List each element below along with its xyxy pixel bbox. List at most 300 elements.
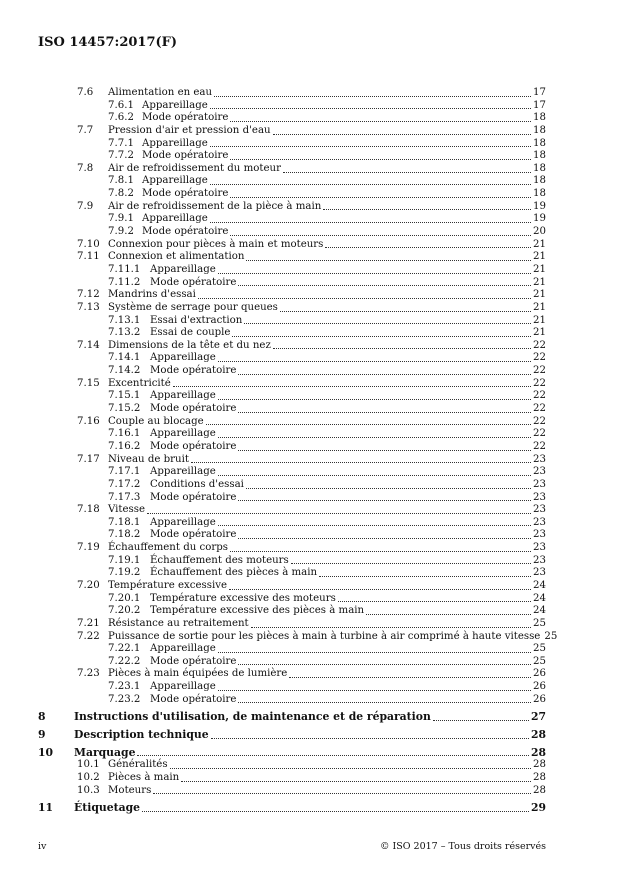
toc-entry-title-line [142,138,546,151]
toc-leader-dots [323,208,531,210]
toc-entry-number: 7.6.2 [108,112,134,124]
toc-leader-dots [238,284,531,286]
toc-entry-page: 28 [533,759,546,771]
toc-entry[interactable] [38,150,546,163]
toc-entry[interactable] [38,340,546,353]
toc-entry-title: Mode opératoire [142,150,229,162]
toc-entry-title-line [150,352,546,365]
toc-entry-page: 17 [533,99,546,111]
toc-entry-title: Système de serrage pour queues [108,301,278,313]
toc-entry-title: Connexion pour pièces à main et moteurs [108,238,324,250]
toc-entry-title: Air de refroidissement de la pièce à main [108,200,322,212]
toc-entry-title-line [150,643,546,656]
toc-entry-title-line [108,378,546,391]
toc-entry[interactable] [38,630,558,644]
toc-entry-page: 18 [533,124,546,136]
toc-entry-title: Mode opératoire [142,112,229,124]
copyright-notice: © ISO 2017 – Tous droits réservés [379,841,546,852]
toc-entry-title-line [150,428,546,441]
toc-entry[interactable] [38,327,546,340]
toc-entry[interactable] [38,365,546,378]
toc-entry-number: 7.8.1 [108,175,134,187]
toc-entry-title: Instructions d'utilisation, de maintenance et de réparation [74,710,431,724]
toc-entry[interactable] [38,112,546,125]
toc-entry-title-line [108,163,546,176]
toc-entry[interactable] [38,466,546,479]
toc-entry-number: 7.15 [77,377,100,389]
toc-leader-dots [238,449,531,451]
toc-leader-dots [142,810,529,812]
toc-entry-title: Mode opératoire [150,693,237,705]
toc-entry-title: Moteurs [108,784,152,796]
toc-leader-dots [147,512,531,514]
toc-entry-title-line [150,656,546,669]
toc-entry[interactable] [38,428,546,441]
toc-entry-title-line [108,302,546,315]
toc-entry-title: Pression d'air et pression d'eau [108,124,271,136]
toc-leader-dots [218,398,531,400]
toc-entry-title: Mandrins d'essai [108,289,196,301]
toc-entry-title-line [150,567,546,580]
toc-leader-dots [214,95,531,97]
toc-entry[interactable] [38,618,546,631]
toc-entry-number: 11 [38,801,54,815]
toc-entry[interactable] [38,668,546,681]
toc-entry-title-line [108,759,546,772]
toc-leader-dots [273,347,531,349]
toc-entry-page: 22 [533,352,546,364]
toc-entry[interactable] [38,416,546,429]
toc-entry-title: Mode opératoire [142,188,229,200]
table-of-contents [38,87,558,815]
toc-entry-page: 22 [533,365,546,377]
toc-entry-number: 7.7.1 [108,137,134,149]
toc-leader-dots [210,183,531,185]
toc-entry-title: Température excessive [108,579,227,591]
toc-leader-dots [246,487,531,489]
toc-entry-number: 10.2 [77,771,100,783]
toc-entry[interactable] [38,315,546,328]
toc-entry-title: Appareillage [150,643,216,655]
toc-entry-title: Puissance de sortie pour les pièces à main à turbine à air comprimé à haute vitesse [108,630,541,642]
toc-entry-page: 23 [533,478,546,490]
toc-entry[interactable] [38,593,546,606]
toc-entry-page: 24 [533,579,546,591]
toc-leader-dots [238,499,531,501]
toc-entry-title-line [142,213,546,226]
toc-entry-number: 7.11 [77,251,100,263]
toc-entry-title-line [108,772,546,785]
toc-entry-number: 7.12 [77,289,100,301]
toc-entry-title: Excentricité [108,377,171,389]
toc-leader-dots [246,259,531,261]
toc-entry-title-line [142,188,546,201]
toc-entry-title: Appareillage [150,681,216,693]
toc-entry[interactable] [38,100,546,113]
toc-leader-dots [210,107,531,109]
toc-entry-title-line [108,416,546,429]
toc-entry[interactable] [38,802,546,815]
toc-leader-dots [251,626,531,628]
toc-entry-title-line [142,150,546,163]
toc-entry-number: 7.19 [77,542,100,554]
toc-entry-page: 22 [533,377,546,389]
toc-entry[interactable] [38,492,546,505]
toc-entry-page: 21 [533,289,546,301]
toc-entry[interactable] [38,479,546,492]
toc-entry[interactable] [38,163,546,176]
toc-entry-number: 7.23.1 [108,681,141,693]
toc-entry-number: 7.22 [77,630,100,642]
toc-entry-number: 7.18.2 [108,529,141,541]
toc-entry[interactable] [38,277,546,290]
toc-entry-title: Appareillage [142,137,208,149]
toc-leader-dots [238,663,531,665]
toc-entry-title: Mode opératoire [150,276,237,288]
toc-leader-dots [218,651,531,653]
toc-leader-dots [433,719,529,721]
toc-entry-title: Résistance au retraitement [108,617,249,629]
toc-entry-page: 24 [533,592,546,604]
toc-entry[interactable] [38,729,546,742]
toc-entry-title: Mode opératoire [150,365,237,377]
toc-leader-dots [325,246,531,248]
toc-entry-title: Couple au blocage [108,415,204,427]
toc-entry-page: 28 [533,771,546,783]
toc-entry-title: Marquage [74,745,136,759]
toc-entry-title-line [108,201,546,214]
toc-entry[interactable] [38,289,546,302]
toc-entry-title: Appareillage [150,516,216,528]
toc-entry[interactable] [38,201,546,214]
toc-entry-number: 7.14.1 [108,352,141,364]
toc-entry-title: Appareillage [142,175,208,187]
toc-entry-title-line [142,100,546,113]
toc-leader-dots [273,133,531,135]
toc-leader-dots [230,196,531,198]
toc-entry-number: 7.18.1 [108,516,141,528]
toc-entry-title-line [150,390,546,403]
toc-entry-title: Dimensions de la tête et du nez [108,339,271,351]
toc-entry-number: 7.17.1 [108,466,141,478]
toc-entry-page: 22 [533,339,546,351]
toc-entry-title-line [142,175,546,188]
toc-leader-dots [210,145,531,147]
toc-entry-number: 7.14 [77,339,100,351]
toc-entry-number: 7.17.2 [108,478,141,490]
toc-entry-title: Essai d'extraction [150,314,243,326]
toc-entry-title: Air de refroidissement du moteur [108,162,281,174]
toc-leader-dots [210,221,531,223]
toc-entry-page: 22 [533,440,546,452]
toc-entry-page: 18 [533,112,546,124]
toc-leader-dots [232,335,531,337]
toc-entry-page: 20 [533,226,546,238]
toc-entry-title-line [150,593,546,606]
toc-entry[interactable] [38,390,546,403]
toc-entry-title-line [142,226,546,239]
toc-entry-title-line [108,785,546,798]
toc-entry-page: 26 [533,668,546,680]
toc-entry[interactable] [38,759,546,772]
toc-entry-number: 7.8 [77,162,94,174]
toc-entry[interactable] [38,605,546,618]
toc-entry-number: 7.17.3 [108,491,141,503]
toc-leader-dots [211,737,529,739]
toc-entry-page: 18 [533,162,546,174]
toc-entry[interactable] [38,352,546,365]
toc-leader-dots [238,701,531,703]
toc-entry-page: 27 [530,710,546,724]
toc-entry-title: Appareillage [142,213,208,225]
toc-entry-page: 19 [533,200,546,212]
toc-entry-number: 7.13.2 [108,327,141,339]
toc-entry-title-line [108,668,546,681]
toc-entry[interactable] [38,643,546,656]
toc-entry-number: 7.6.1 [108,99,134,111]
toc-entry-number: 7.20 [77,579,100,591]
toc-entry-number: 7.17 [77,453,100,465]
toc-entry-number: 9 [38,728,46,742]
toc-entry-title-line [150,277,546,290]
toc-leader-dots [366,613,531,615]
toc-entry-title: Appareillage [150,390,216,402]
toc-entry-title-line [150,492,546,505]
toc-entry[interactable] [38,454,546,467]
toc-leader-dots [338,600,531,602]
toc-leader-dots [218,524,531,526]
toc-entry-page: 17 [533,87,546,98]
toc-entry[interactable] [38,239,546,252]
toc-entry-title-line [150,365,546,378]
toc-entry-title-line [150,466,546,479]
toc-entry-title: Échauffement des pièces à main [150,567,318,579]
toc-entry-page: 23 [533,542,546,554]
toc-entry-title-line [150,694,546,707]
toc-entry[interactable] [38,125,546,138]
toc-leader-dots [230,550,531,552]
toc-entry-title-line [150,681,546,694]
toc-entry-page: 24 [533,605,546,617]
toc-entry-page: 22 [533,390,546,402]
toc-entry-title-line [150,315,546,328]
toc-entry-title: Appareillage [150,466,216,478]
toc-entry-title: Mode opératoire [150,491,237,503]
toc-entry-page: 22 [533,428,546,440]
toc-entry-number: 7.22.1 [108,643,141,655]
toc-entry-page: 23 [533,504,546,516]
toc-entry[interactable] [38,226,546,239]
toc-entry-title: Description technique [74,728,209,742]
toc-entry-page: 25 [533,643,546,655]
toc-entry-page: 28 [530,728,546,742]
toc-leader-dots [319,575,531,577]
toc-leader-dots [181,780,531,782]
toc-leader-dots [230,234,531,236]
toc-entry[interactable] [38,580,546,593]
toc-entry[interactable] [38,441,546,454]
toc-entry-number: 7.21 [77,617,100,629]
toc-entry-page: 18 [533,175,546,187]
toc-entry[interactable] [38,188,546,201]
toc-entry-title: Échauffement des moteurs [150,554,289,566]
toc-entry[interactable] [38,772,546,785]
toc-entry-title: Mode opératoire [142,226,229,238]
toc-entry-title-line [108,504,546,517]
toc-entry[interactable] [38,175,546,188]
toc-entry-number: 7.15.2 [108,403,141,415]
toc-entry-title-line [108,125,546,138]
toc-entry[interactable] [38,87,546,100]
toc-entry[interactable] [38,251,546,264]
page-number: iv [38,841,47,852]
toc-leader-dots [218,436,531,438]
toc-entry-number: 7.7.2 [108,150,134,162]
toc-leader-dots [153,792,531,794]
toc-entry-page: 29 [530,801,546,815]
toc-entry-title-line [150,327,546,340]
toc-entry-title-line [108,542,546,555]
toc-entry-title-line [74,747,546,760]
toc-entry[interactable] [38,264,546,277]
toc-entry-number: 7.9.2 [108,226,134,238]
toc-entry-number: 7.13 [77,301,100,313]
toc-entry-page: 23 [533,466,546,478]
toc-entry-number: 7.11.2 [108,276,141,288]
toc-entry-page: 22 [533,415,546,427]
toc-entry-number: 7.9.1 [108,213,134,225]
toc-entry-number: 7.18 [77,504,100,516]
toc-entry-number: 7.15.1 [108,390,141,402]
toc-entry-number: 7.16.1 [108,428,141,440]
toc-entry-title-line [150,479,546,492]
toc-entry-page: 25 [544,630,558,642]
toc-leader-dots [229,588,531,590]
toc-entry-page: 25 [533,617,546,629]
toc-leader-dots [206,423,531,425]
toc-entry[interactable] [38,555,546,568]
toc-entry-title: Échauffement du corps [108,542,228,554]
toc-entry-page: 18 [533,150,546,162]
toc-entry[interactable] [38,504,546,517]
toc-entry-title-line [150,264,546,277]
toc-entry-number: 10 [38,745,54,759]
toc-entry[interactable] [38,656,546,669]
toc-entry-title: Mode opératoire [150,403,237,415]
toc-entry[interactable] [38,681,546,694]
toc-entry-number: 7.23.2 [108,693,141,705]
toc-entry-number: 7.9 [77,200,94,212]
toc-entry-page: 21 [533,251,546,263]
document-header: ISO 14457:2017(F) [38,35,178,50]
toc-entry-title: Mode opératoire [150,655,237,667]
toc-entry-number: 7.19.2 [108,567,141,579]
toc-entry-page: 26 [533,693,546,705]
toc-entry[interactable] [38,302,546,315]
toc-entry-title: Appareillage [150,428,216,440]
toc-entry[interactable] [38,711,546,724]
toc-entry-number: 7.7 [77,124,94,136]
toc-entry-title-line [150,441,546,454]
toc-entry-page: 18 [533,188,546,200]
toc-leader-dots [218,689,531,691]
toc-entry-title-line [108,454,546,467]
toc-leader-dots [291,562,531,564]
toc-entry-title: Appareillage [150,263,216,275]
toc-entry-title-line [108,239,546,252]
toc-entry-title-line [142,112,546,125]
toc-entry-page: 21 [533,327,546,339]
toc-entry-page: 26 [533,681,546,693]
toc-entry-page: 28 [530,745,546,759]
toc-entry-page: 18 [533,137,546,149]
toc-entry[interactable] [38,694,546,707]
toc-entry-title-line [74,729,546,742]
toc-entry-number: 7.11.1 [108,263,141,275]
toc-entry-page: 25 [533,655,546,667]
toc-entry-title-line [108,630,558,644]
toc-entry-title-line [150,555,546,568]
toc-leader-dots [191,461,531,463]
toc-entry[interactable] [38,567,546,580]
toc-entry-title: Mode opératoire [150,440,237,452]
toc-entry-page: 19 [533,213,546,225]
toc-entry-title: Connexion et alimentation [108,251,245,263]
toc-entry-title: Pièces à main équipées de lumière [108,668,288,680]
toc-entry[interactable] [38,529,546,542]
toc-entry[interactable] [38,403,546,416]
toc-entry-title: Pièces à main [108,771,180,783]
toc-entry-title-line [108,618,546,631]
toc-entry-title: Étiquetage [74,801,140,815]
toc-entry-title: Généralités [108,759,168,771]
toc-entry-title: Appareillage [142,99,208,111]
toc-entry-title-line [108,87,546,100]
toc-entry-title: Mode opératoire [150,529,237,541]
toc-entry[interactable] [38,747,546,760]
toc-entry-page: 23 [533,491,546,503]
toc-entry-number: 7.6 [77,87,94,98]
toc-entry-number: 7.23 [77,668,100,680]
toc-entry-title-line [108,251,546,264]
toc-entry-page: 22 [533,403,546,415]
toc-entry[interactable] [38,785,546,798]
toc-entry-number: 7.19.1 [108,554,141,566]
toc-leader-dots [218,272,531,274]
toc-leader-dots [218,474,531,476]
toc-leader-dots [280,310,531,312]
toc-entry[interactable] [38,138,546,151]
toc-entry-page: 23 [533,453,546,465]
toc-entry-title-line [150,517,546,530]
toc-entry-number: 8 [38,710,46,724]
toc-entry-page: 21 [533,238,546,250]
toc-entry[interactable] [38,378,546,391]
toc-entry-title-line [108,289,546,302]
toc-entry[interactable] [38,213,546,226]
toc-leader-dots [244,322,531,324]
toc-entry-title-line [74,711,546,724]
toc-entry[interactable] [38,542,546,555]
toc-leader-dots [218,360,531,362]
toc-leader-dots [230,158,531,160]
toc-leader-dots [137,754,529,756]
toc-entry[interactable] [38,517,546,530]
toc-entry-title-line [108,340,546,353]
toc-entry-title: Température excessive des pièces à main [150,605,365,617]
toc-leader-dots [230,120,531,122]
toc-entry-number: 7.20.2 [108,605,141,617]
